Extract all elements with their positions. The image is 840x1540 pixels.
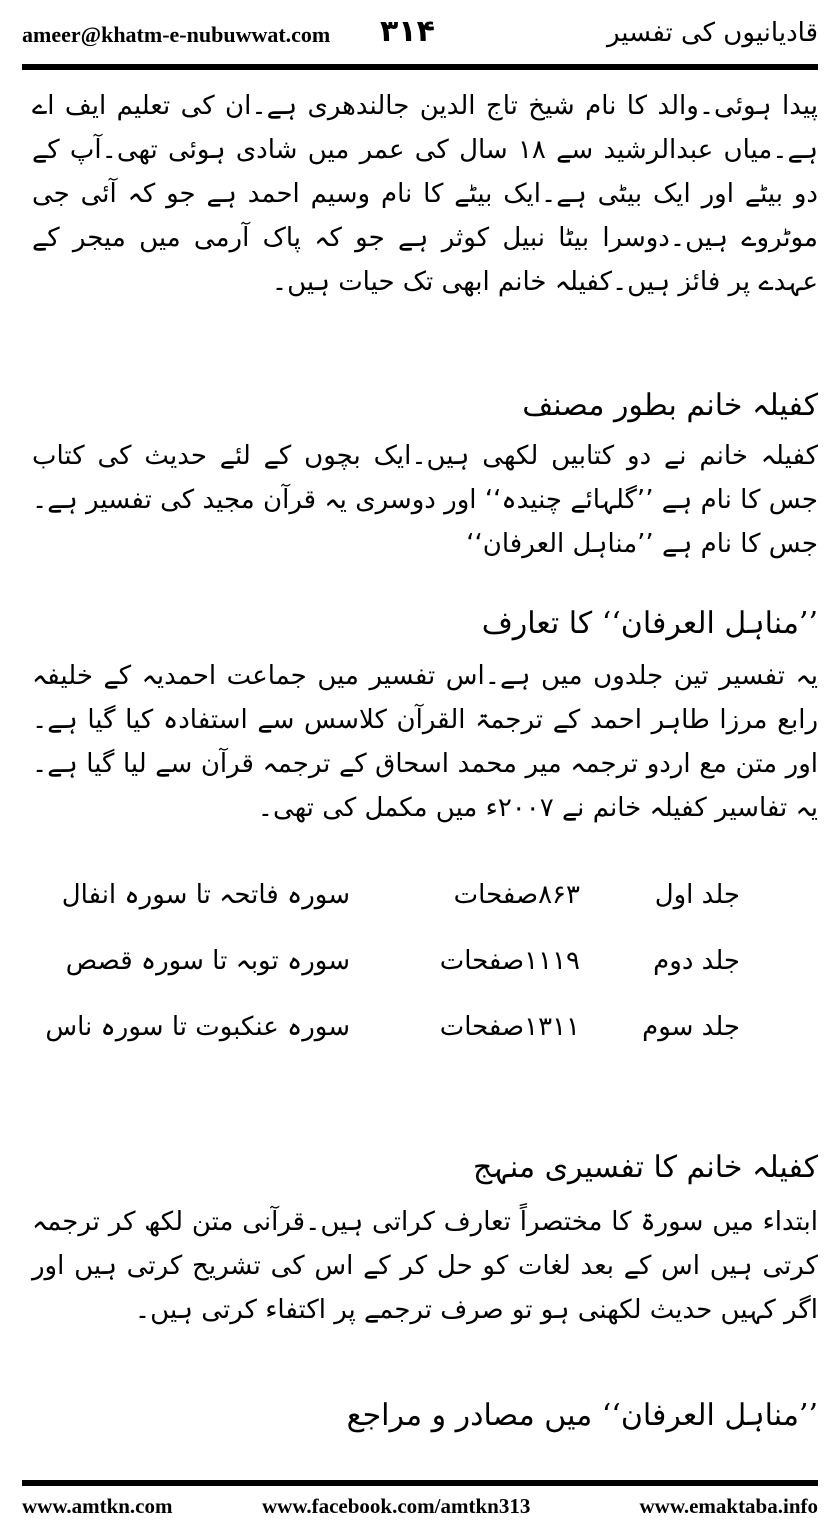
volume-label: جلد سوم (642, 1012, 740, 1042)
section-heading-introduction: ’’مناہل العرفان‘‘ کا تعارف (481, 606, 818, 641)
volume-surah-range: سورہ فاتحہ تا سورہ انفال (61, 880, 350, 910)
volume-pages: ۱۳۱۱صفحات (439, 1012, 580, 1042)
footer-website-amtkn: www.amtkn.com (22, 1494, 173, 1518)
volume-pages: ۸۶۳صفحات (453, 880, 580, 910)
section-heading-author: کفیلہ خانم بطور مصنف (522, 388, 818, 423)
section-heading-methodology: کفیلہ خانم کا تفسیری منہج (472, 1150, 818, 1185)
section-heading-sources: ’’مناہل العرفان‘‘ میں مصادر و مراجع (346, 1398, 818, 1433)
volume-pages: ۱۱۱۹صفحات (439, 946, 580, 976)
intro-text: پیدا ہوئی۔والد کا نام شیخ تاج الدین جالندھری ہے۔ان کی تعلیم ایف اے ہے۔میاں عبدالرشید سے ۱۸ سال کی عمر میں شادی ہوئی تھی۔آپ کے دو بیٹے اور ایک بیٹی ہے۔ایک بیٹے کا نام وسیم احمد ہے جو کہ آئی جی موٹروے ہیں۔دوسرا بیٹا نبیل کوثر ہے جو کہ پاک آرمی میں میجر کے عہدے پر فائز ہیں۔کفیلہ خانم ابھی تک حیات ہیں۔ (32, 91, 818, 297)
section-author-body (32, 434, 818, 566)
section-methodology-body (32, 1200, 818, 1332)
header-rule (22, 64, 818, 70)
footer-website-emaktaba: www.emaktaba.info (639, 1494, 818, 1518)
footer-rule (22, 1480, 818, 1486)
header-email: ameer@khatm-e-nubuwwat.com (22, 22, 331, 47)
volume-label: جلد دوم (653, 946, 740, 976)
section-introduction-body (32, 654, 818, 830)
section-methodology-text: ابتداء میں سورۃ کا مختصراً تعارف کراتی ہیں۔قرآنی متن لکھ کر ترجمہ کرتی ہیں اس کے بعد لغات کو حل کر کے اس کی تشریح کرتی ہیں اور اگر کہیں حدیث لکھنی ہو تو صرف ترجمے پر اکتفاء کرتی ہیں۔ (32, 1207, 818, 1325)
volume-surah-range: سورہ توبہ تا سورہ قصص (65, 946, 350, 976)
volume-surah-range: سورہ عنکبوت تا سورہ ناس (45, 1012, 350, 1042)
volume-row (0, 946, 840, 990)
intro-paragraph (32, 84, 818, 304)
footer-facebook: www.facebook.com/amtkn313 (262, 1494, 531, 1518)
page-number: ۳۱۴ (380, 14, 435, 49)
book-title: قادیانیوں کی تفسیر (606, 18, 818, 48)
section-introduction-text: یہ تفسیر تین جلدوں میں ہے۔اس تفسیر میں جماعت احمدیہ کے خلیفہ رابع مرزا طاہر احمد کے ترجمۃ القرآن کلاسس سے استفادہ کیا گیا ہے۔اور متن مع اردو ترجمہ میر محمد اسحاق کے ترجمہ قرآن سے لیا گیا ہے۔یہ تفاسیر کفیلہ خانم نے ۲۰۰۷ء میں مکمل کی تھی۔ (32, 661, 818, 823)
section-author-text: کفیلہ خانم نے دو کتابیں لکھی ہیں۔ایک بچوں کے لئے حدیث کی کتاب جس کا نام ہے ’’گلہائے چنیدہ‘‘ اور دوسری یہ قرآن مجید کی تفسیر ہے۔جس کا نام ہے ’’مناہل العرفان‘‘ (32, 441, 818, 559)
volume-label: جلد اول (654, 880, 740, 910)
volume-row (0, 880, 840, 924)
volume-row (0, 1012, 840, 1056)
